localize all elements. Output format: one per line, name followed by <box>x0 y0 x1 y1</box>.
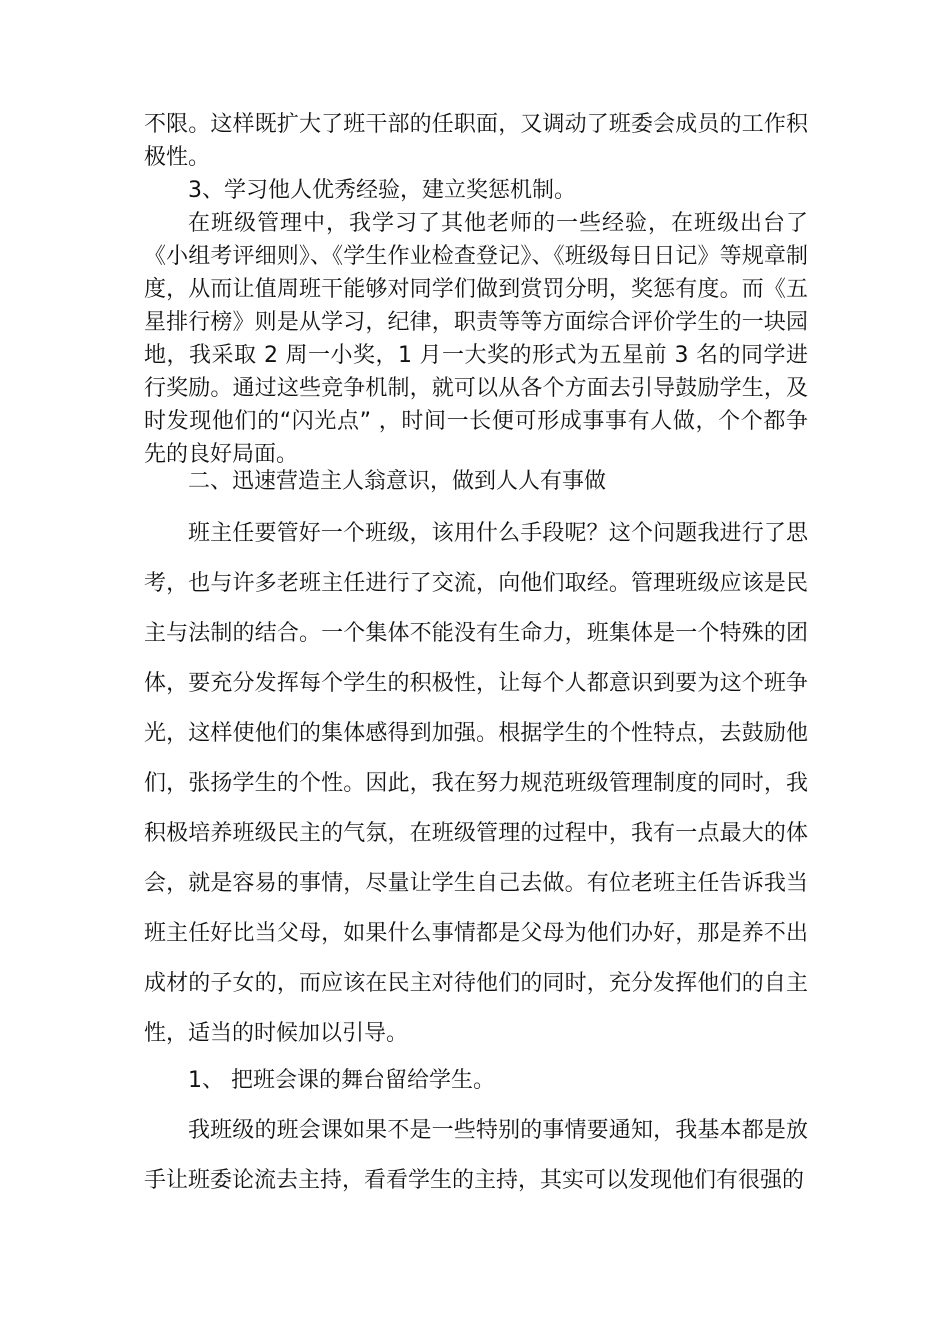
paragraph-homeroom-teacher: 班主任要管好一个班级，该用什么手段呢？这个问题我进行了思考，也与许多老班主任进行了交流，向他们取经。管理班级应该是民主与法制的结合。一个集体不能没有生命力，班集体是一个特殊的团体，要充分发挥每个学生的积极性，让每个人都意识到要为这个班争光，这样使他们的集体感得到加强。根据学生的个性特点，去鼓励他们，张扬学生的个性。因此，我在努力规范班级管理制度的同时，我积极培养班级民主的气氛，在班级管理的过程中，我有一点最大的体会，就是容易的事情，尽量让学生自己去做。有位老班主任告诉我当班主任好比当父母，如果什么事情都是父母为他们办好，那是养不出成材的子女的，而应该在民主对待他们的同时，充分发挥他们的自主性，适当的时候加以引导。 <box>144 521 808 1046</box>
paragraph-class-meeting: 我班级的班会课如果不是一些特别的事情要通知，我基本都是放手让班委论流去主持，看看学生的主持，其实可以发现他们有很强的 <box>144 1118 808 1193</box>
paragraph-class-management: 在班级管理中，我学习了其他老师的一些经验，在班级出台了《小组考评细则》、《学生作业检查登记》、《班级每日日记》等规章制度，从而让值周班干能够对同学们做到赏罚分明，奖惩有度。而《五星排行榜》则是从学习，纪律，职责等等方面综合评价学生的一块园地，我采取 2 周一小奖，1 月一大奖的形式为五星前 3 名的同学进行奖励。通过这些竞争机制，就可以从各个方面去引导鼓励学生，及时发现他们的“闪光点” ，时间一长便可形成事事有人做，个个都争先的良好局面。 <box>144 211 808 467</box>
subsection-heading-1: 1、 把班会课的舞台留给学生。 <box>188 1068 495 1093</box>
paragraph-continuation: 不限。这样既扩大了班干部的任职面，又调动了班委会成员的工作积极性。 <box>144 112 808 170</box>
section-heading-2: 二、迅速营造主人翁意识，做到人人有事做 <box>188 469 607 494</box>
section-heading-3: 3、学习他人优秀经验，建立奖惩机制。 <box>188 178 576 203</box>
